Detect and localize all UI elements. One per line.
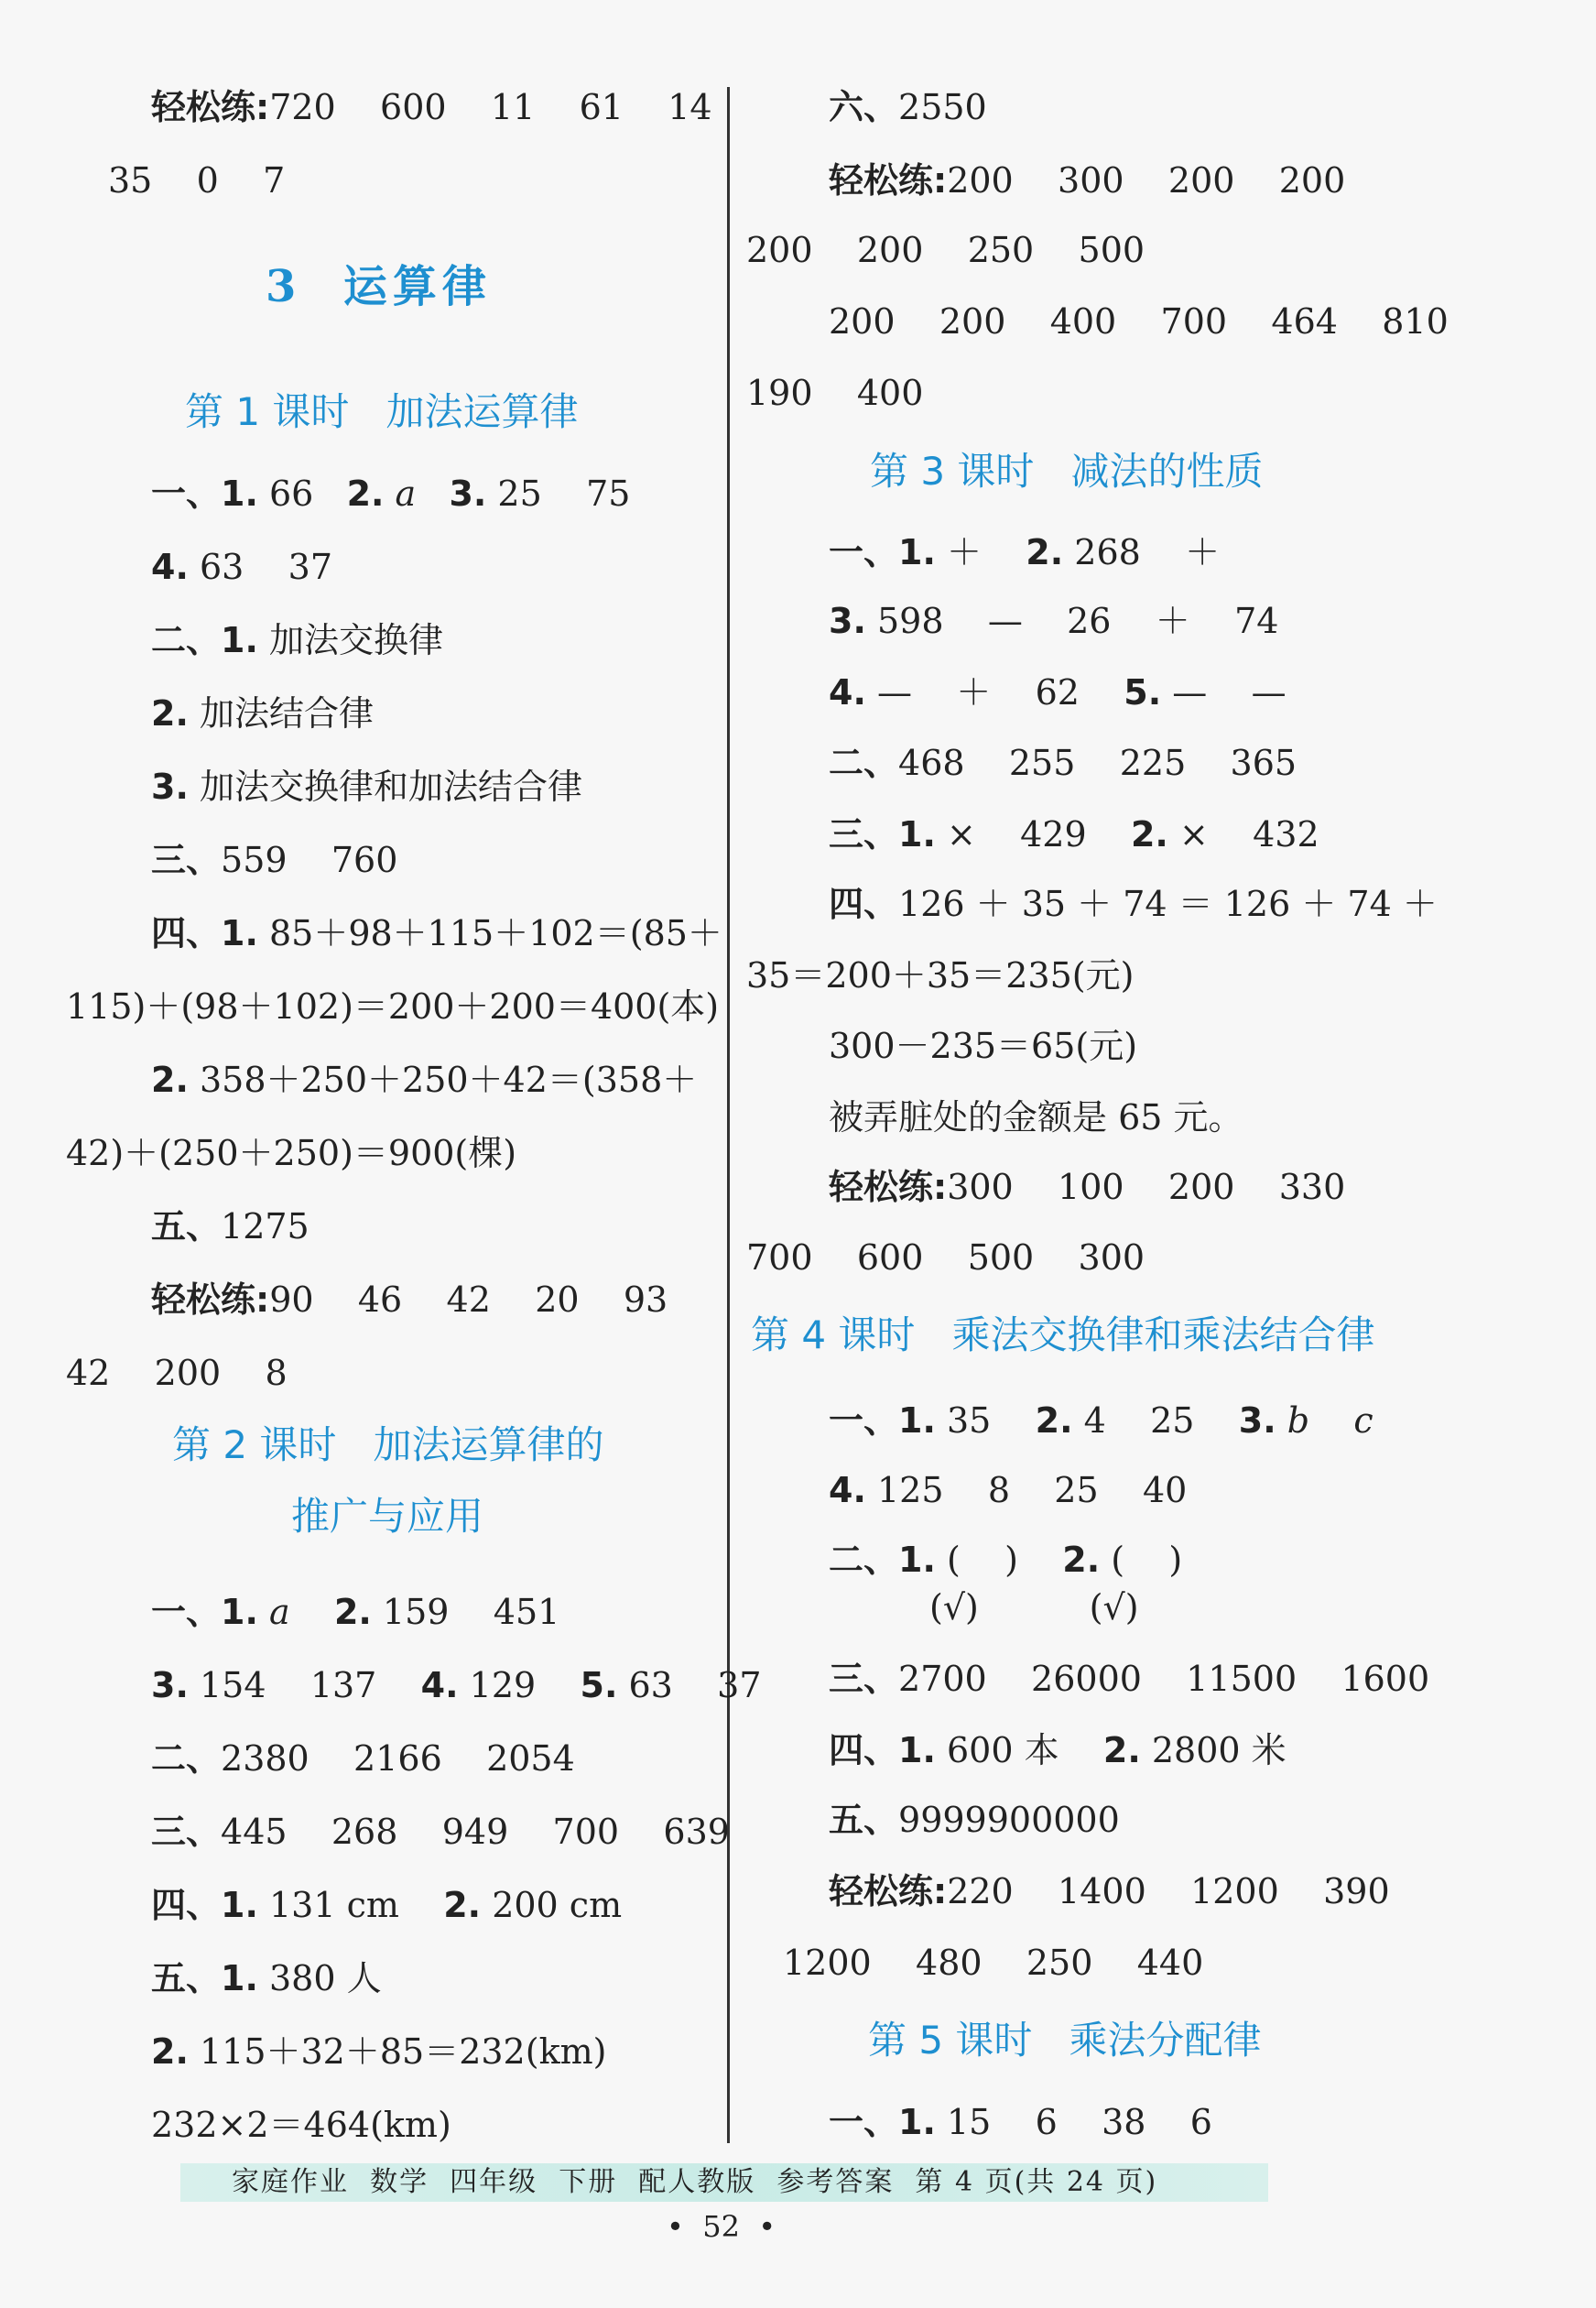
answer-line: 三、1. × 429 2. × 432 — [829, 814, 1319, 855]
answer-line: 四、126 ＋ 35 ＋ 74 ＝ 126 ＋ 74 ＋ — [829, 884, 1438, 924]
answer-line: 232×2＝464(km) — [151, 2105, 451, 2145]
answer-line: 一、1. 66 2. a 3. 25 75 — [151, 474, 631, 514]
answer-line: 五、1275 — [151, 1206, 309, 1247]
lesson-heading-3: 第 3 课时 减法的性质 — [870, 449, 1264, 494]
easy-practice-line: 轻松练:220 1400 1200 390 — [829, 1871, 1390, 1911]
answer-line: 1200 480 250 440 — [783, 1943, 1204, 1983]
answer-line: 一、1. 35 2. 4 25 3. b c — [829, 1400, 1373, 1441]
chapter-title: 3 运算律 — [266, 261, 492, 312]
lesson-heading-2: 第 2 课时 加法运算律的 — [172, 1422, 604, 1467]
easy-practice-line: 轻松练:720 600 11 61 14 — [151, 87, 712, 127]
answer-line: 4. 63 37 — [151, 547, 332, 587]
lesson-heading-4: 第 4 课时 乘法交换律和乘法结合律 — [751, 1312, 1375, 1357]
answer-line: 被弄脏处的金额是 65 元。 — [829, 1097, 1243, 1138]
answer-line: 300－235＝65(元) — [829, 1026, 1138, 1066]
answer-line: 三、2700 26000 11500 1600 — [829, 1659, 1430, 1699]
answer-line: 42)＋(250＋250)＝900(棵) — [66, 1133, 517, 1173]
lesson-heading-2-sub: 推广与应用 — [291, 1494, 484, 1539]
answer-line: 一、1. a 2. 159 451 — [151, 1592, 560, 1632]
answer-line: 二、468 255 225 365 — [829, 743, 1297, 783]
answer-line: 115)＋(98＋102)＝200＋200＝400(本) — [66, 986, 720, 1027]
footer-text: 家庭作业 数学 四年级 下册 配人教版 参考答案 第 4 页(共 24 页) — [232, 2166, 1158, 2198]
answer-line: 一、1. ＋ 2. 268 ＋ — [829, 532, 1221, 572]
answer-line: 四、1. 131 cm 2. 200 cm — [151, 1885, 623, 1925]
answer-line: 42 200 8 — [66, 1353, 288, 1393]
answer-line: 200 200 250 500 — [746, 230, 1145, 270]
easy-practice-line: 轻松练:300 100 200 330 — [829, 1167, 1346, 1207]
answer-line: 4. 125 8 25 40 — [829, 1470, 1188, 1510]
answer-line: 三、445 268 949 700 639 — [151, 1812, 730, 1852]
answer-line: 35＝200＋35＝235(元) — [746, 955, 1135, 996]
page-number: • 52 • — [667, 2209, 776, 2244]
answer-line: 四、1. 600 本 2. 2800 米 — [829, 1730, 1287, 1770]
answer-line: 二、1. 加法交换律 — [151, 620, 443, 660]
easy-practice-line: 轻松练:200 300 200 200 — [829, 160, 1346, 201]
answer-line: 2. 加法结合律 — [151, 693, 374, 734]
answer-line: 二、1. ( ) 2. ( ) — [829, 1540, 1183, 1580]
answer-line: 35 0 7 — [108, 160, 286, 201]
answer-line: 200 200 400 700 464 810 — [829, 301, 1449, 342]
answer-line: 3. 598 — 26 ＋ 74 — [829, 601, 1279, 641]
answer-line: 2. 358＋250＋250＋42＝(358＋ — [151, 1060, 698, 1100]
answer-line: 4. — ＋ 62 5. — — — [829, 672, 1287, 713]
answer-line: (√) (√) — [929, 1587, 1139, 1628]
answer-line: 3. 154 137 4. 129 5. 63 37 — [151, 1665, 762, 1705]
answer-line: 3. 加法交换律和加法结合律 — [151, 767, 582, 807]
answer-line: 四、1. 85＋98＋115＋102＝(85＋ — [151, 913, 722, 953]
lesson-heading-1: 第 1 课时 加法运算律 — [185, 389, 579, 434]
lesson-heading-5: 第 5 课时 乘法分配律 — [868, 2018, 1262, 2063]
answer-line: 190 400 — [746, 373, 924, 413]
answer-line: 一、1. 15 6 38 6 — [829, 2102, 1212, 2142]
answer-line: 2. 115＋32＋85＝232(km) — [151, 2031, 607, 2072]
answer-line: 五、9999900000 — [829, 1800, 1120, 1840]
answer-line: 二、2380 2166 2054 — [151, 1738, 575, 1779]
answer-line: 700 600 500 300 — [746, 1237, 1145, 1278]
easy-practice-line: 轻松练:90 46 42 20 93 — [151, 1279, 668, 1320]
answer-line: 六、2550 — [829, 87, 987, 127]
answer-line: 三、559 760 — [151, 840, 398, 880]
answer-line: 五、1. 380 人 — [151, 1958, 382, 1998]
